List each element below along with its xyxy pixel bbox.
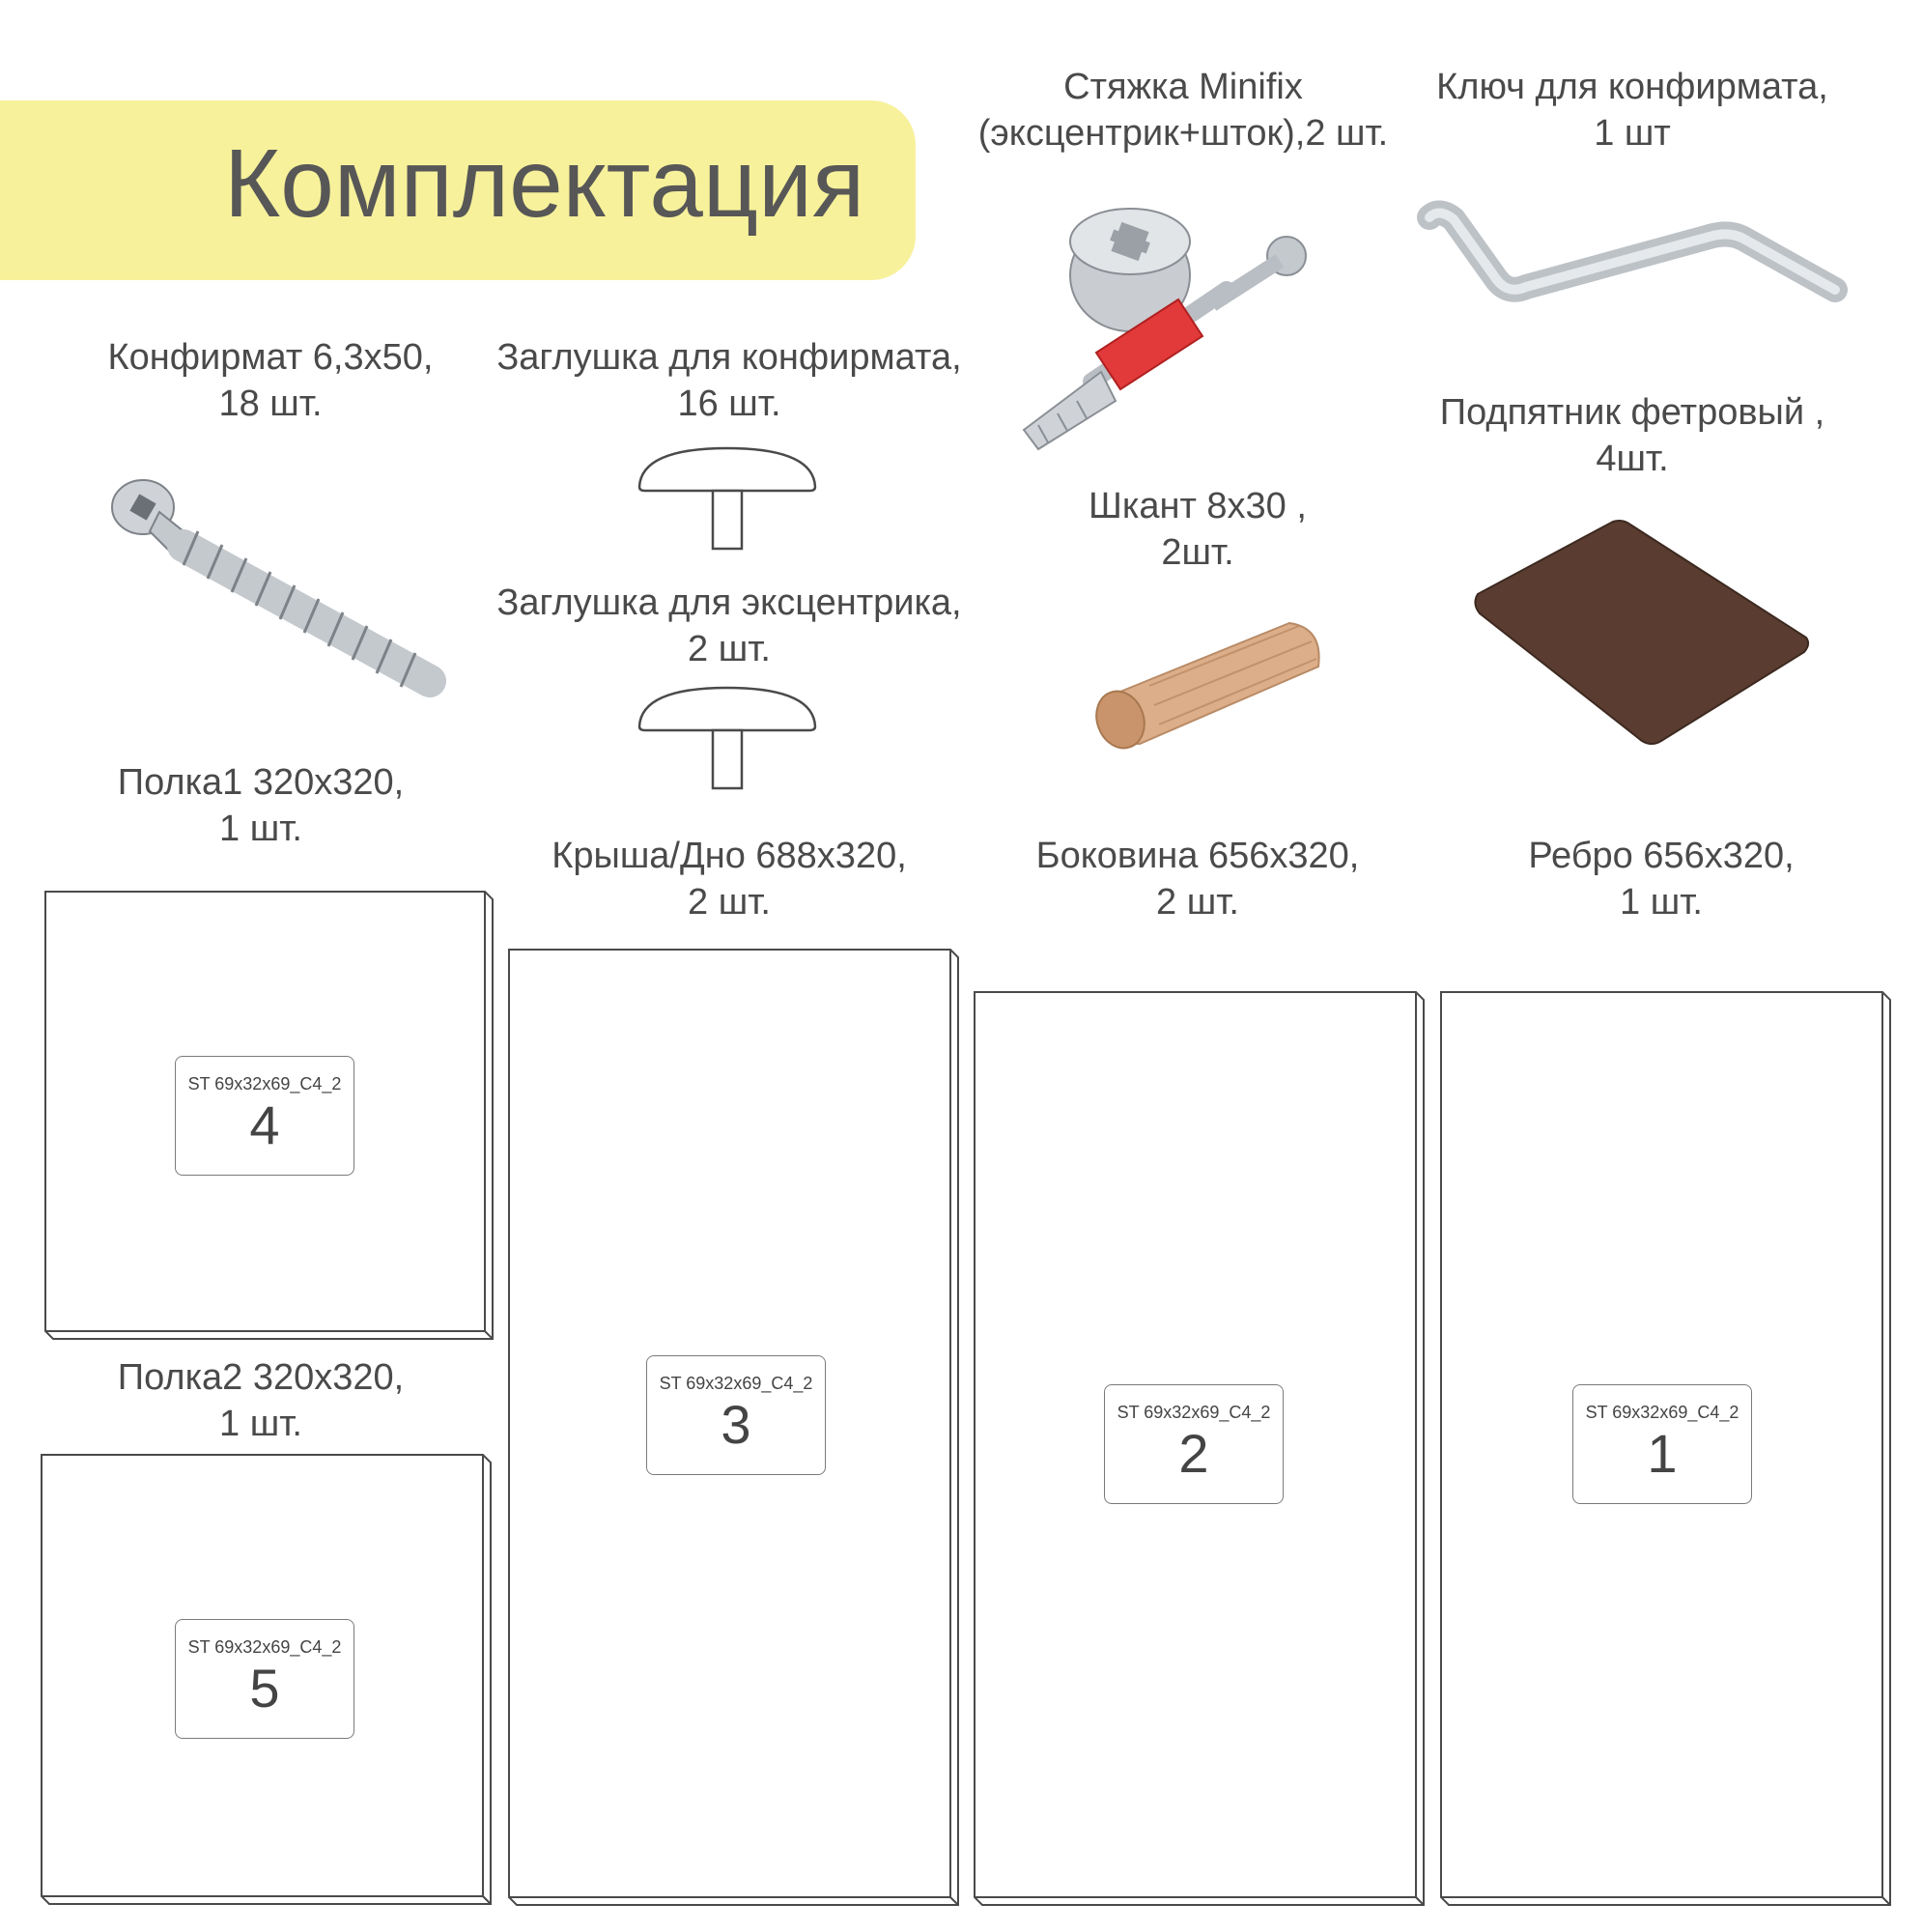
panel-caption-line2: 2 шт. bbox=[1156, 882, 1239, 923]
cap-eccentric-caption bbox=[483, 580, 976, 672]
panel-tag-code: ST 69x32x69_C4_2 bbox=[1585, 1403, 1739, 1422]
dowel-icon bbox=[1082, 609, 1333, 753]
panel-tag bbox=[646, 1355, 826, 1475]
minifix-caption-line2: (эксцентрик+шток),2 шт. bbox=[977, 113, 1389, 154]
panel-caption-line2: 1 шт. bbox=[219, 809, 302, 849]
panel-tag-number: 3 bbox=[721, 1394, 751, 1455]
cap-confirmat-caption-line2: 16 шт. bbox=[677, 384, 781, 424]
panel-tag-code: ST 69x32x69_C4_2 bbox=[187, 1637, 342, 1657]
dowel-caption bbox=[1053, 483, 1343, 576]
panel-caption-line1: Полка2 320х320, bbox=[117, 1357, 405, 1398]
key-caption-line1: Ключ для конфирмата, bbox=[1436, 67, 1828, 107]
panel-tag bbox=[1572, 1384, 1752, 1504]
screw-icon bbox=[106, 473, 454, 705]
cap-eccentric-caption-line1: Заглушка для эксцентрика, bbox=[496, 582, 962, 623]
panel-caption-line1: Полка1 320х320, bbox=[117, 762, 405, 803]
panel-tag bbox=[175, 1619, 354, 1739]
cap-icon bbox=[637, 444, 817, 551]
panel-tag bbox=[1104, 1384, 1284, 1504]
panel-tag-code: ST 69x32x69_C4_2 bbox=[187, 1074, 342, 1094]
panel-tag-number: 2 bbox=[1178, 1423, 1209, 1484]
cap-eccentric-caption-line2: 2 шт. bbox=[688, 629, 771, 669]
panel-caption-side bbox=[976, 833, 1420, 925]
panel-caption-rib bbox=[1449, 833, 1874, 925]
panel-tag bbox=[175, 1056, 354, 1176]
minifix-caption bbox=[956, 64, 1410, 156]
cap-icon bbox=[637, 684, 817, 790]
confirmat-caption-line1: Конфирмат 6,3х50, bbox=[107, 337, 434, 378]
dowel-caption-line2: 2шт. bbox=[1161, 532, 1234, 573]
panel-tag-number: 1 bbox=[1647, 1423, 1678, 1484]
panel-caption-shelf2 bbox=[68, 1354, 454, 1447]
panel-caption-shelf1 bbox=[68, 759, 454, 852]
hex-key-icon bbox=[1420, 198, 1854, 314]
felt-pad-caption-line2: 4шт. bbox=[1596, 439, 1669, 479]
confirmat-caption bbox=[77, 334, 464, 427]
minifix-icon bbox=[1004, 184, 1323, 464]
panel-caption-line2: 1 шт. bbox=[1620, 882, 1703, 923]
felt-pad-caption bbox=[1420, 389, 1845, 482]
panel-tag-number: 5 bbox=[249, 1658, 280, 1719]
panel-tag-number: 4 bbox=[249, 1094, 280, 1155]
panel-caption-line2: 2 шт. bbox=[688, 882, 771, 923]
panel-tag-code: ST 69x32x69_C4_2 bbox=[659, 1374, 813, 1393]
felt-pad-caption-line1: Подпятник фетровый , bbox=[1439, 392, 1825, 433]
key-caption-line2: 1 шт bbox=[1594, 113, 1671, 154]
cap-confirmat-caption-line1: Заглушка для конфирмата, bbox=[496, 337, 962, 378]
confirmat-caption-line2: 18 шт. bbox=[218, 384, 323, 424]
panel-caption-line2: 1 шт. bbox=[219, 1404, 302, 1444]
key-caption bbox=[1410, 64, 1854, 156]
panel-caption-line1: Крыша/Дно 688х320, bbox=[551, 836, 907, 876]
felt-pad-icon bbox=[1468, 517, 1816, 749]
dowel-caption-line1: Шкант 8х30 , bbox=[1089, 486, 1307, 526]
panel-tag-code: ST 69x32x69_C4_2 bbox=[1117, 1403, 1271, 1422]
panel-caption-line1: Ребро 656х320, bbox=[1528, 836, 1795, 876]
cap-confirmat-caption bbox=[483, 334, 976, 427]
minifix-caption-line1: Стяжка Minifix bbox=[1063, 67, 1303, 107]
panel-caption-top-bottom bbox=[502, 833, 956, 925]
panel-caption-line1: Боковина 656х320, bbox=[1035, 836, 1360, 876]
page-title: Комплектация bbox=[224, 129, 865, 238]
